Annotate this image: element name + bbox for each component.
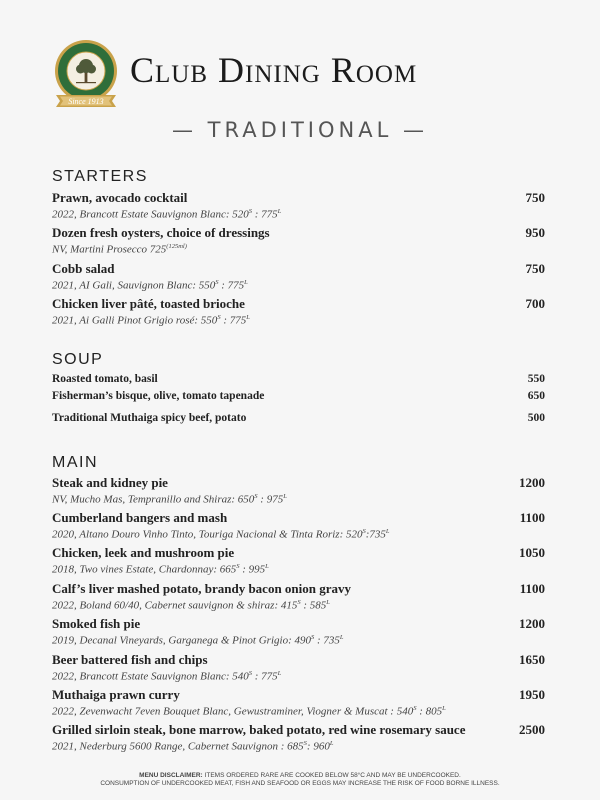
page-title: Club Dining Room [130, 50, 418, 90]
menu-item [52, 261, 545, 277]
item-name: Dozen fresh oysters, choice of dressings [52, 225, 270, 240]
menu-item [52, 510, 545, 526]
menu-item [52, 373, 545, 389]
item-name: Smoked fish pie [52, 616, 141, 631]
item-price: 1950 [519, 687, 545, 702]
item-price: 1200 [519, 616, 545, 631]
item-name: Grilled sirloin steak, bone marrow, baked potato, red wine rosemary sauce [52, 722, 466, 737]
wine-pairing: 2022, Brancott Estate Sauvignon Blanc: $520^S$ : $775^L$ [52, 208, 282, 221]
item-price: 1100 [519, 510, 545, 525]
item-name: Steak and kidney pie [52, 475, 168, 490]
disclaimer-line-2: CONSUMPTION OF UNDERCOOKED MEAT, FISH AND SEAFOOD OR EGGS MAY INCREASE THE RISK OF FOOD BORNE ILLNESS. [100, 780, 500, 788]
menu-item [52, 616, 545, 632]
wine-pairing: 2021, Nederburg 5600 Range, Cabernet Sauvignon : $685^S$: $960^L$ [52, 740, 334, 753]
wine-pairing: 2020, Altano Douro Vinho Tinto, Touriga Nacional & Tinta Roriz: $520^S:735^L$ [52, 528, 390, 541]
menu-item [52, 722, 545, 738]
menu-item [52, 390, 545, 406]
menu-item [52, 412, 545, 428]
item-price: 1650 [519, 652, 545, 667]
page-subtitle: — TRADITIONAL — [172, 118, 428, 142]
item-name: Beer battered fish and chips [52, 652, 208, 667]
item-price: 550 [527, 373, 545, 385]
wine-pairing: 2021, AI Gali, Sauvignon Blanc: $550^S$ : $775^L$ [52, 279, 248, 292]
item-name: Traditional Muthaiga spicy beef, potato [52, 412, 247, 424]
item-price: 650 [527, 390, 545, 402]
item-name: Muthaiga prawn curry [52, 687, 180, 702]
item-price: 1100 [519, 581, 545, 596]
wine-pairing: 2021, Ai Galli Pinot Grigio rosé: $550^S$ : $775^L$ [52, 314, 250, 327]
section-heading-main: MAIN [52, 454, 98, 471]
disclaimer-label: MENU DISCLAIMER: [139, 772, 203, 779]
item-name: Chicken liver pâté, toasted brioche [52, 296, 245, 311]
item-name: Calf’s liver mashed potato, brandy bacon onion gravy [52, 581, 352, 596]
item-name: Prawn, avocado cocktail [52, 190, 188, 205]
menu-item [52, 687, 545, 703]
logo-ribbon-text: Since 1913 [68, 97, 104, 106]
item-price: 2500 [519, 722, 545, 737]
menu-item [52, 581, 545, 597]
menu-item [52, 225, 545, 241]
menu-disclaimer [0, 772, 600, 789]
item-name: Cumberland bangers and mash [52, 510, 228, 525]
wine-pairing: 2019, Decanal Vineyards, Garganega & Pinot Grigio: $490^S$ : $735^L$ [52, 634, 344, 647]
section-heading-soup: SOUP [52, 351, 104, 368]
section-heading-starters: STARTERS [52, 168, 148, 185]
menu-item [52, 475, 545, 491]
menu-item [52, 652, 545, 668]
club-logo [52, 39, 120, 117]
item-price: 500 [527, 412, 545, 424]
item-price: 1050 [519, 545, 545, 560]
item-name: Roasted tomato, basil [52, 373, 158, 385]
item-price: 750 [525, 261, 545, 276]
wine-pairing: 2022, Brancott Estate Sauvignon Blanc: $540^S$ : $775^L$ [52, 670, 282, 683]
wine-pairing: NV, Martini Prosecco $725^{(125ml)}$ [52, 243, 187, 256]
wine-pairing: 2022, Zevenwacht 7even Bouquet Blanc, Gewustraminer, Viogner & Muscat : $540^S$ : $805^L$ [52, 705, 446, 718]
item-price: 1200 [519, 475, 545, 490]
item-price: 700 [525, 296, 545, 311]
menu-item [52, 545, 545, 561]
item-price: 950 [525, 225, 545, 240]
menu-item [52, 190, 545, 206]
item-name: Chicken, leek and mushroom pie [52, 545, 235, 560]
item-price: 750 [525, 190, 545, 205]
menu-item [52, 296, 545, 312]
wine-pairing: NV, Mucho Mas, Tempranillo and Shiraz: $650^S$ : $975^L$ [52, 493, 287, 506]
disclaimer-line-1: ITEMS ORDERED RARE ARE COOKED BELOW 58°C AND MAY BE UNDERCOOKED. [202, 772, 461, 779]
wine-pairing: 2018, Two vines Estate, Chardonnay: $665^S$ : $995^L$ [52, 563, 269, 576]
item-name: Fisherman’s bisque, olive, tomato tapenade [52, 390, 265, 402]
wine-pairing: 2022, Boland 60/40, Cabernet sauvignon & shiraz: $415^S$ : $585^L$ [52, 599, 330, 612]
item-name: Cobb salad [52, 261, 115, 276]
